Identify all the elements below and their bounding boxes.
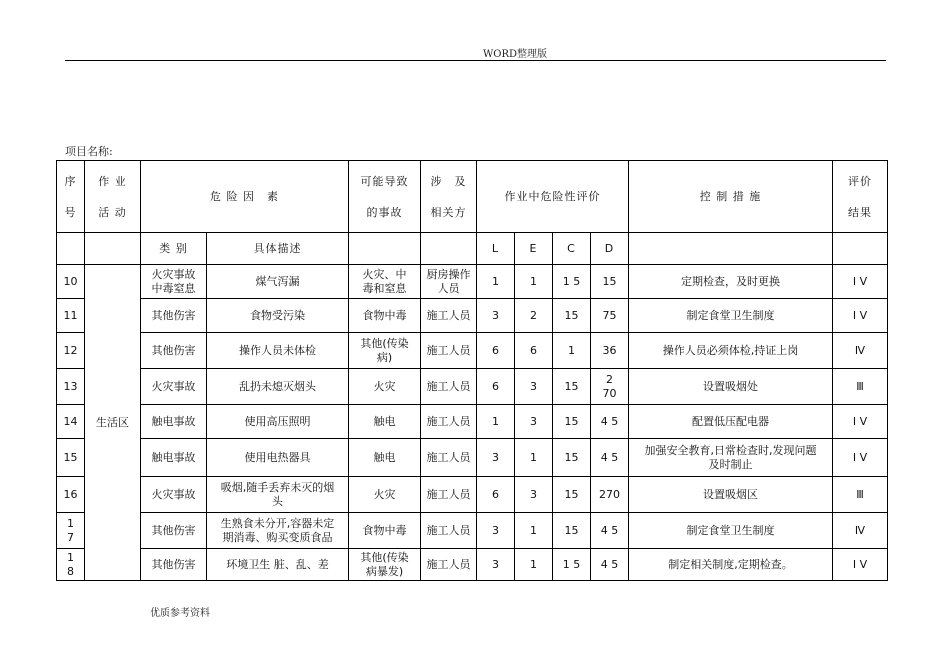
cell-category: 其他伤害 xyxy=(141,333,207,369)
cell-result: Ⅳ xyxy=(833,513,888,549)
cell-result: Ⅰ Ⅴ xyxy=(833,405,888,439)
cell-seq: 15 xyxy=(57,439,85,477)
cell-E: 6 xyxy=(515,333,553,369)
cell-category: 触电事故 xyxy=(141,439,207,477)
cell-E: 3 xyxy=(515,477,553,513)
table-row xyxy=(57,549,888,581)
subheader-blank xyxy=(629,233,833,265)
cell-C: 1 5 xyxy=(553,265,591,299)
cell-E: 1 xyxy=(515,549,553,581)
cell-description: 乱扔未熄灭烟头 xyxy=(207,369,349,405)
cell-result: Ⅰ Ⅴ xyxy=(833,549,888,581)
cell-description: 食物受污染 xyxy=(207,299,349,333)
cell-C: 1 5 xyxy=(553,549,591,581)
cell-seq: 16 xyxy=(57,477,85,513)
cell-category: 其他伤害 xyxy=(141,513,207,549)
cell-category: 其他伤害 xyxy=(141,299,207,333)
subheader-description: 具体描述 xyxy=(207,233,349,265)
cell-category: 触电事故 xyxy=(141,405,207,439)
cell-result: Ⅰ Ⅴ xyxy=(833,439,888,477)
cell-category: 火灾事故 中毒窒息 xyxy=(141,265,207,299)
cell-control: 配置低压配电器 xyxy=(629,405,833,439)
cell-seq: 12 xyxy=(57,333,85,369)
activity-cell: 生活区 xyxy=(85,265,141,581)
header-evaluation: 作业中危险性评价 xyxy=(477,161,629,233)
subheader-blank xyxy=(349,233,421,265)
subheader-L: L xyxy=(477,233,515,265)
table-subheader-row xyxy=(57,233,888,265)
cell-party: 施工人员 xyxy=(421,549,477,581)
cell-C: 15 xyxy=(553,369,591,405)
cell-seq: 10 xyxy=(57,265,85,299)
cell-description: 使用高压照明 xyxy=(207,405,349,439)
cell-party: 施工人员 xyxy=(421,369,477,405)
header-party: 涉 及 相关方 xyxy=(421,161,477,233)
header-activity: 作 业 活 动 xyxy=(85,161,141,233)
cell-L: 6 xyxy=(477,369,515,405)
table-row xyxy=(57,299,888,333)
cell-C: 15 xyxy=(553,439,591,477)
cell-description: 吸烟,随手丢弃未灭的烟 头 xyxy=(207,477,349,513)
subheader-E: E xyxy=(515,233,553,265)
table-row xyxy=(57,369,888,405)
cell-L: 1 xyxy=(477,405,515,439)
cell-result: Ⅳ xyxy=(833,333,888,369)
cell-L: 6 xyxy=(477,333,515,369)
subheader-blank xyxy=(57,233,85,265)
cell-result: Ⅰ Ⅴ xyxy=(833,265,888,299)
header-seq: 序 号 xyxy=(57,161,85,233)
cell-control: 设置吸烟区 xyxy=(629,477,833,513)
cell-C: 15 xyxy=(553,405,591,439)
table-body xyxy=(57,265,888,581)
page-footer: 优质参考资料 xyxy=(150,608,210,619)
cell-C: 15 xyxy=(553,513,591,549)
cell-D: 4 5 xyxy=(591,439,629,477)
table-row xyxy=(57,439,888,477)
subheader-C: C xyxy=(553,233,591,265)
table-row xyxy=(57,513,888,549)
cell-description: 环境卫生 脏、乱、差 xyxy=(207,549,349,581)
subheader-D: D xyxy=(591,233,629,265)
cell-category: 火灾事故 xyxy=(141,477,207,513)
table-row xyxy=(57,405,888,439)
cell-result: Ⅲ xyxy=(833,477,888,513)
cell-accident: 触电 xyxy=(349,405,421,439)
cell-party: 施工人员 xyxy=(421,439,477,477)
cell-accident: 其他(传染 病) xyxy=(349,333,421,369)
cell-result: Ⅰ Ⅴ xyxy=(833,299,888,333)
cell-seq: 1 8 xyxy=(57,549,85,581)
cell-E: 2 xyxy=(515,299,553,333)
cell-control: 设置吸烟处 xyxy=(629,369,833,405)
cell-D: 15 xyxy=(591,265,629,299)
cell-E: 1 xyxy=(515,439,553,477)
cell-C: 15 xyxy=(553,299,591,333)
cell-party: 施工人员 xyxy=(421,333,477,369)
table-row xyxy=(57,477,888,513)
cell-L: 3 xyxy=(477,299,515,333)
cell-party: 施工人员 xyxy=(421,513,477,549)
cell-control: 操作人员必须体检,持证上岗 xyxy=(629,333,833,369)
header-result: 评价 结果 xyxy=(833,161,888,233)
cell-C: 15 xyxy=(553,477,591,513)
subheader-blank xyxy=(85,233,141,265)
cell-seq: 14 xyxy=(57,405,85,439)
cell-party: 施工人员 xyxy=(421,477,477,513)
cell-control: 制定食堂卫生制度 xyxy=(629,513,833,549)
cell-seq: 11 xyxy=(57,299,85,333)
table-row xyxy=(57,333,888,369)
cell-D: 75 xyxy=(591,299,629,333)
project-name-label: 项目名称: xyxy=(65,145,113,158)
cell-C: 1 xyxy=(553,333,591,369)
cell-description: 操作人员未体检 xyxy=(207,333,349,369)
cell-D: 4 5 xyxy=(591,405,629,439)
cell-accident: 火灾 xyxy=(349,369,421,405)
cell-accident: 其他(传染 病暴发) xyxy=(349,549,421,581)
cell-category: 火灾事故 xyxy=(141,369,207,405)
cell-party: 厨房操作 人员 xyxy=(421,265,477,299)
subheader-blank xyxy=(833,233,888,265)
cell-accident: 火灾 xyxy=(349,477,421,513)
header-divider xyxy=(65,60,886,61)
cell-L: 6 xyxy=(477,477,515,513)
page-header: WORD整理版 xyxy=(482,49,548,60)
cell-result: Ⅲ xyxy=(833,369,888,405)
cell-control: 制定相关制度,定期检查。 xyxy=(629,549,833,581)
cell-D: 36 xyxy=(591,333,629,369)
cell-accident: 食物中毒 xyxy=(349,513,421,549)
cell-control: 定期检查，及时更换 xyxy=(629,265,833,299)
cell-D: 270 xyxy=(591,477,629,513)
cell-E: 3 xyxy=(515,369,553,405)
cell-D: 4 5 xyxy=(591,513,629,549)
cell-D: 4 5 xyxy=(591,549,629,581)
cell-accident: 火灾、中 毒和窒息 xyxy=(349,265,421,299)
cell-L: 1 xyxy=(477,265,515,299)
cell-control: 制定食堂卫生制度 xyxy=(629,299,833,333)
cell-description: 使用电热器具 xyxy=(207,439,349,477)
table-row xyxy=(57,265,888,299)
cell-party: 施工人员 xyxy=(421,405,477,439)
subheader-category: 类 别 xyxy=(141,233,207,265)
cell-party: 施工人员 xyxy=(421,299,477,333)
cell-accident: 食物中毒 xyxy=(349,299,421,333)
header-control: 控 制 措 施 xyxy=(629,161,833,233)
cell-seq: 13 xyxy=(57,369,85,405)
cell-L: 3 xyxy=(477,549,515,581)
cell-accident: 触电 xyxy=(349,439,421,477)
cell-description: 煤气泻漏 xyxy=(207,265,349,299)
cell-L: 3 xyxy=(477,439,515,477)
header-hazard: 危 险 因 素 xyxy=(141,161,349,233)
header-accident: 可能导致 的事故 xyxy=(349,161,421,233)
cell-D: 2 70 xyxy=(591,369,629,405)
cell-control: 加强安全教育,日常检查时,发现问题 及时制止 xyxy=(629,439,833,477)
cell-E: 3 xyxy=(515,405,553,439)
cell-category: 其他伤害 xyxy=(141,549,207,581)
hazard-evaluation-table xyxy=(56,160,888,581)
table-header-row xyxy=(57,161,888,233)
cell-L: 3 xyxy=(477,513,515,549)
cell-E: 1 xyxy=(515,265,553,299)
subheader-blank xyxy=(421,233,477,265)
cell-seq: 1 7 xyxy=(57,513,85,549)
cell-E: 1 xyxy=(515,513,553,549)
cell-description: 生熟食未分开,容器未定 期消毒、购买变质食品 xyxy=(207,513,349,549)
